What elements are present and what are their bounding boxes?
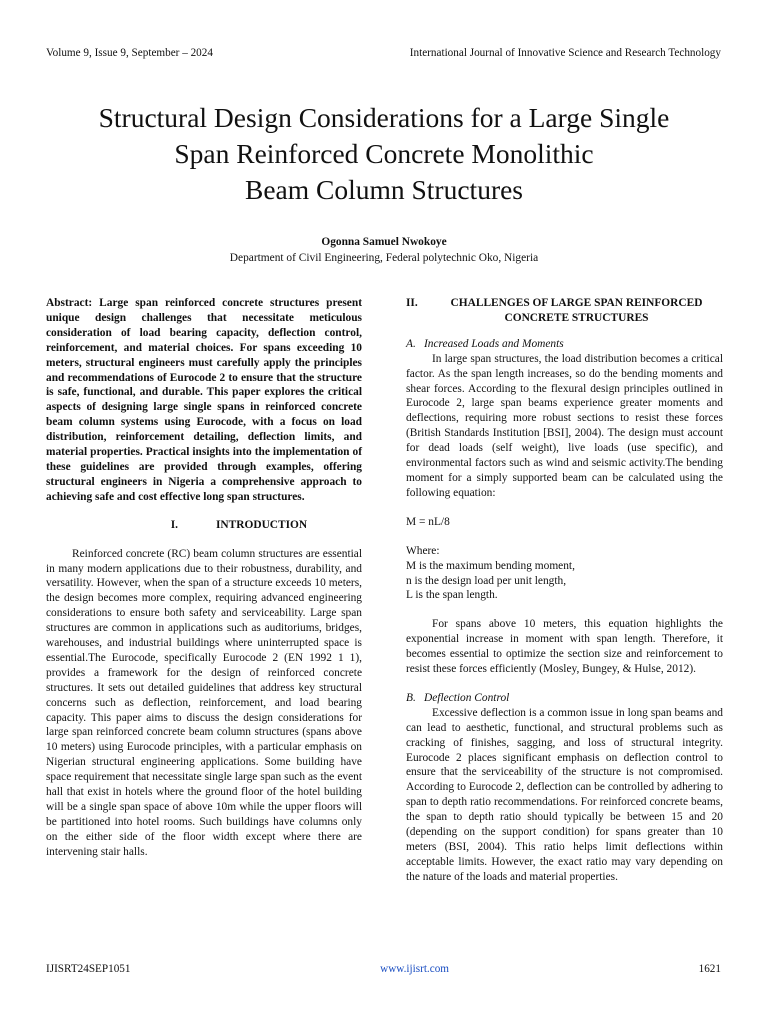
page-number: 1621 xyxy=(698,963,721,975)
subsection-title: Deflection Control xyxy=(424,691,510,704)
subsection-a-body: In large span structures, the load distribution becomes a critical factor. As the span length increases, so do the bending moments and shear forces. According to the flexural design principles outlined in Eurocode 2, large span beams experience greater moments and deflections, requiring more robust sections to resist these forces (British Standards Institution [BSI], 2004). The design must account for dead loads (self weight), live loads (use specific), and environmental factors such as wind and seismic activity.The bending moment for a simply supported beam can be calculated using the following equation: xyxy=(406,352,723,499)
introduction-body: Reinforced concrete (RC) beam column structures are essential in many modern applications due to their robustness, durability, and versatility. However, when the span of a structure exceeds 10 meters, the design becomes more complex, requiring advanced engineering considerations to ensure both safety and serviceability. Large span structures are common in applications such as auditoriums, bridges, warehouses, and industrial buildings where uninterrupted space is essential.The Eurocode, specifically Eurocode 2 (EN 1992 1 1), provides a framework for the design of reinforced concrete structures. It sets out detailed guidelines that address key structural concerns such as deflection, reinforcement, and load bearing capacity. This paper aims to discuss the design considerations for large span reinforced concrete beam column structures (spans above 10 meters) using Eurocode principles, with a particular emphasis on Nigerian structural engineering applications. Some building have space requirement that necessitate single large span such as the event hall that exist in hotels where the ground floor of the hotel building will be a single span space of above 10m while the upper floors will be partitioned into hotel rooms. Such buildings have columns only on the either side of the floor width except where there are intervening stair halls. xyxy=(46,547,362,858)
right-column xyxy=(406,296,723,885)
journal-name: International Journal of Innovative Science and Research Technology xyxy=(409,47,721,59)
title-line-1: Structural Design Considerations for a Large Single xyxy=(98,102,670,133)
author-name: Ogonna Samuel Nwokoye xyxy=(321,236,447,248)
subsection-b-body: Excessive deflection is a common issue in long span beams and can lead to aesthetic, functional, and structural problems such as cracking of finishes, sagging, and loss of structural integrity. Eurocode 2 places significant emphasis on deflection control to ensure that the serviceability of the structure is not compromised. According to Eurocode 2, deflection can be controlled by adhering to span to depth ratio recommendations. For reinforced concrete beams, the span to depth ratio should typically be between 15 and 20 (depending on the support condition) for spans greater than 10 meters (BSI, 2004). This ratio helps limit deflections within acceptable limits. However, the exact ratio may vary depending on the nature of the loads and material properties. xyxy=(406,706,723,883)
section-heading-challenges xyxy=(406,296,723,326)
subsection-label: B. xyxy=(406,691,416,704)
page-footer xyxy=(46,963,721,975)
left-column xyxy=(46,296,362,860)
where-label: Where: xyxy=(406,544,440,557)
where-item-2: n is the design load per unit length, xyxy=(406,574,567,587)
subsection-label: A. xyxy=(406,337,416,350)
volume-info: Volume 9, Issue 9, September – 2024 xyxy=(46,47,213,59)
running-header xyxy=(46,47,721,59)
section-number: I. xyxy=(170,518,178,531)
abstract: Abstract: Large span reinforced concrete structures present unique design challenges that necessitate meticulous consideration of load bearing capacity, deflection control, reinforcement, and material choices. For spans exceeding 10 meters, structural engineers must carefully apply the principles and recommendations of Eurocode 2 to ensure that the structure is safe, functional, and durable. This paper explores the critical aspects of designing large single spans in reinforced concrete beam column systems using Eurocode, with a focus on load distribution, reinforcement detailing, deflection limits, and material properties. Practical insights into the implementation of these guidelines are provided through examples, offering structural engineers in Nigeria a comprehensive approach to achieving safe and cost effective long span structures. xyxy=(46,297,362,503)
subsection-title: Increased Loads and Moments xyxy=(424,337,564,350)
where-item-3: L is the span length. xyxy=(406,589,498,602)
journal-website-link[interactable]: www.ijisrt.com xyxy=(380,963,449,975)
section-title: CHALLENGES OF LARGE SPAN REINFORCED CONCRETE STRUCTURES xyxy=(450,297,703,324)
title-line-2: Span Reinforced Concrete Monolithic xyxy=(174,138,594,169)
section-title: INTRODUCTION xyxy=(216,518,308,531)
author-affiliation: Department of Civil Engineering, Federal polytechnic Oko, Nigeria xyxy=(229,252,539,264)
subsection-a-body-2: For spans above 10 meters, this equation highlights the exponential increase in moment with span length. Therefore, it becomes essential to optimize the section size and reinforcement to resist these forces efficiently (Mosley, Bungey, & Hulse, 2012). xyxy=(406,618,723,676)
subsection-heading-a xyxy=(406,337,723,352)
where-item-1: M is the maximum bending moment, xyxy=(406,559,575,572)
bending-moment-equation: M = nL/8 xyxy=(406,515,450,528)
subsection-heading-b xyxy=(406,691,723,706)
section-heading-introduction xyxy=(46,518,362,533)
section-number: II. xyxy=(406,297,418,309)
paper-code: IJISRT24SEP1051 xyxy=(46,963,131,975)
title-line-3: Beam Column Structures xyxy=(244,174,524,205)
paper-title xyxy=(40,100,728,208)
